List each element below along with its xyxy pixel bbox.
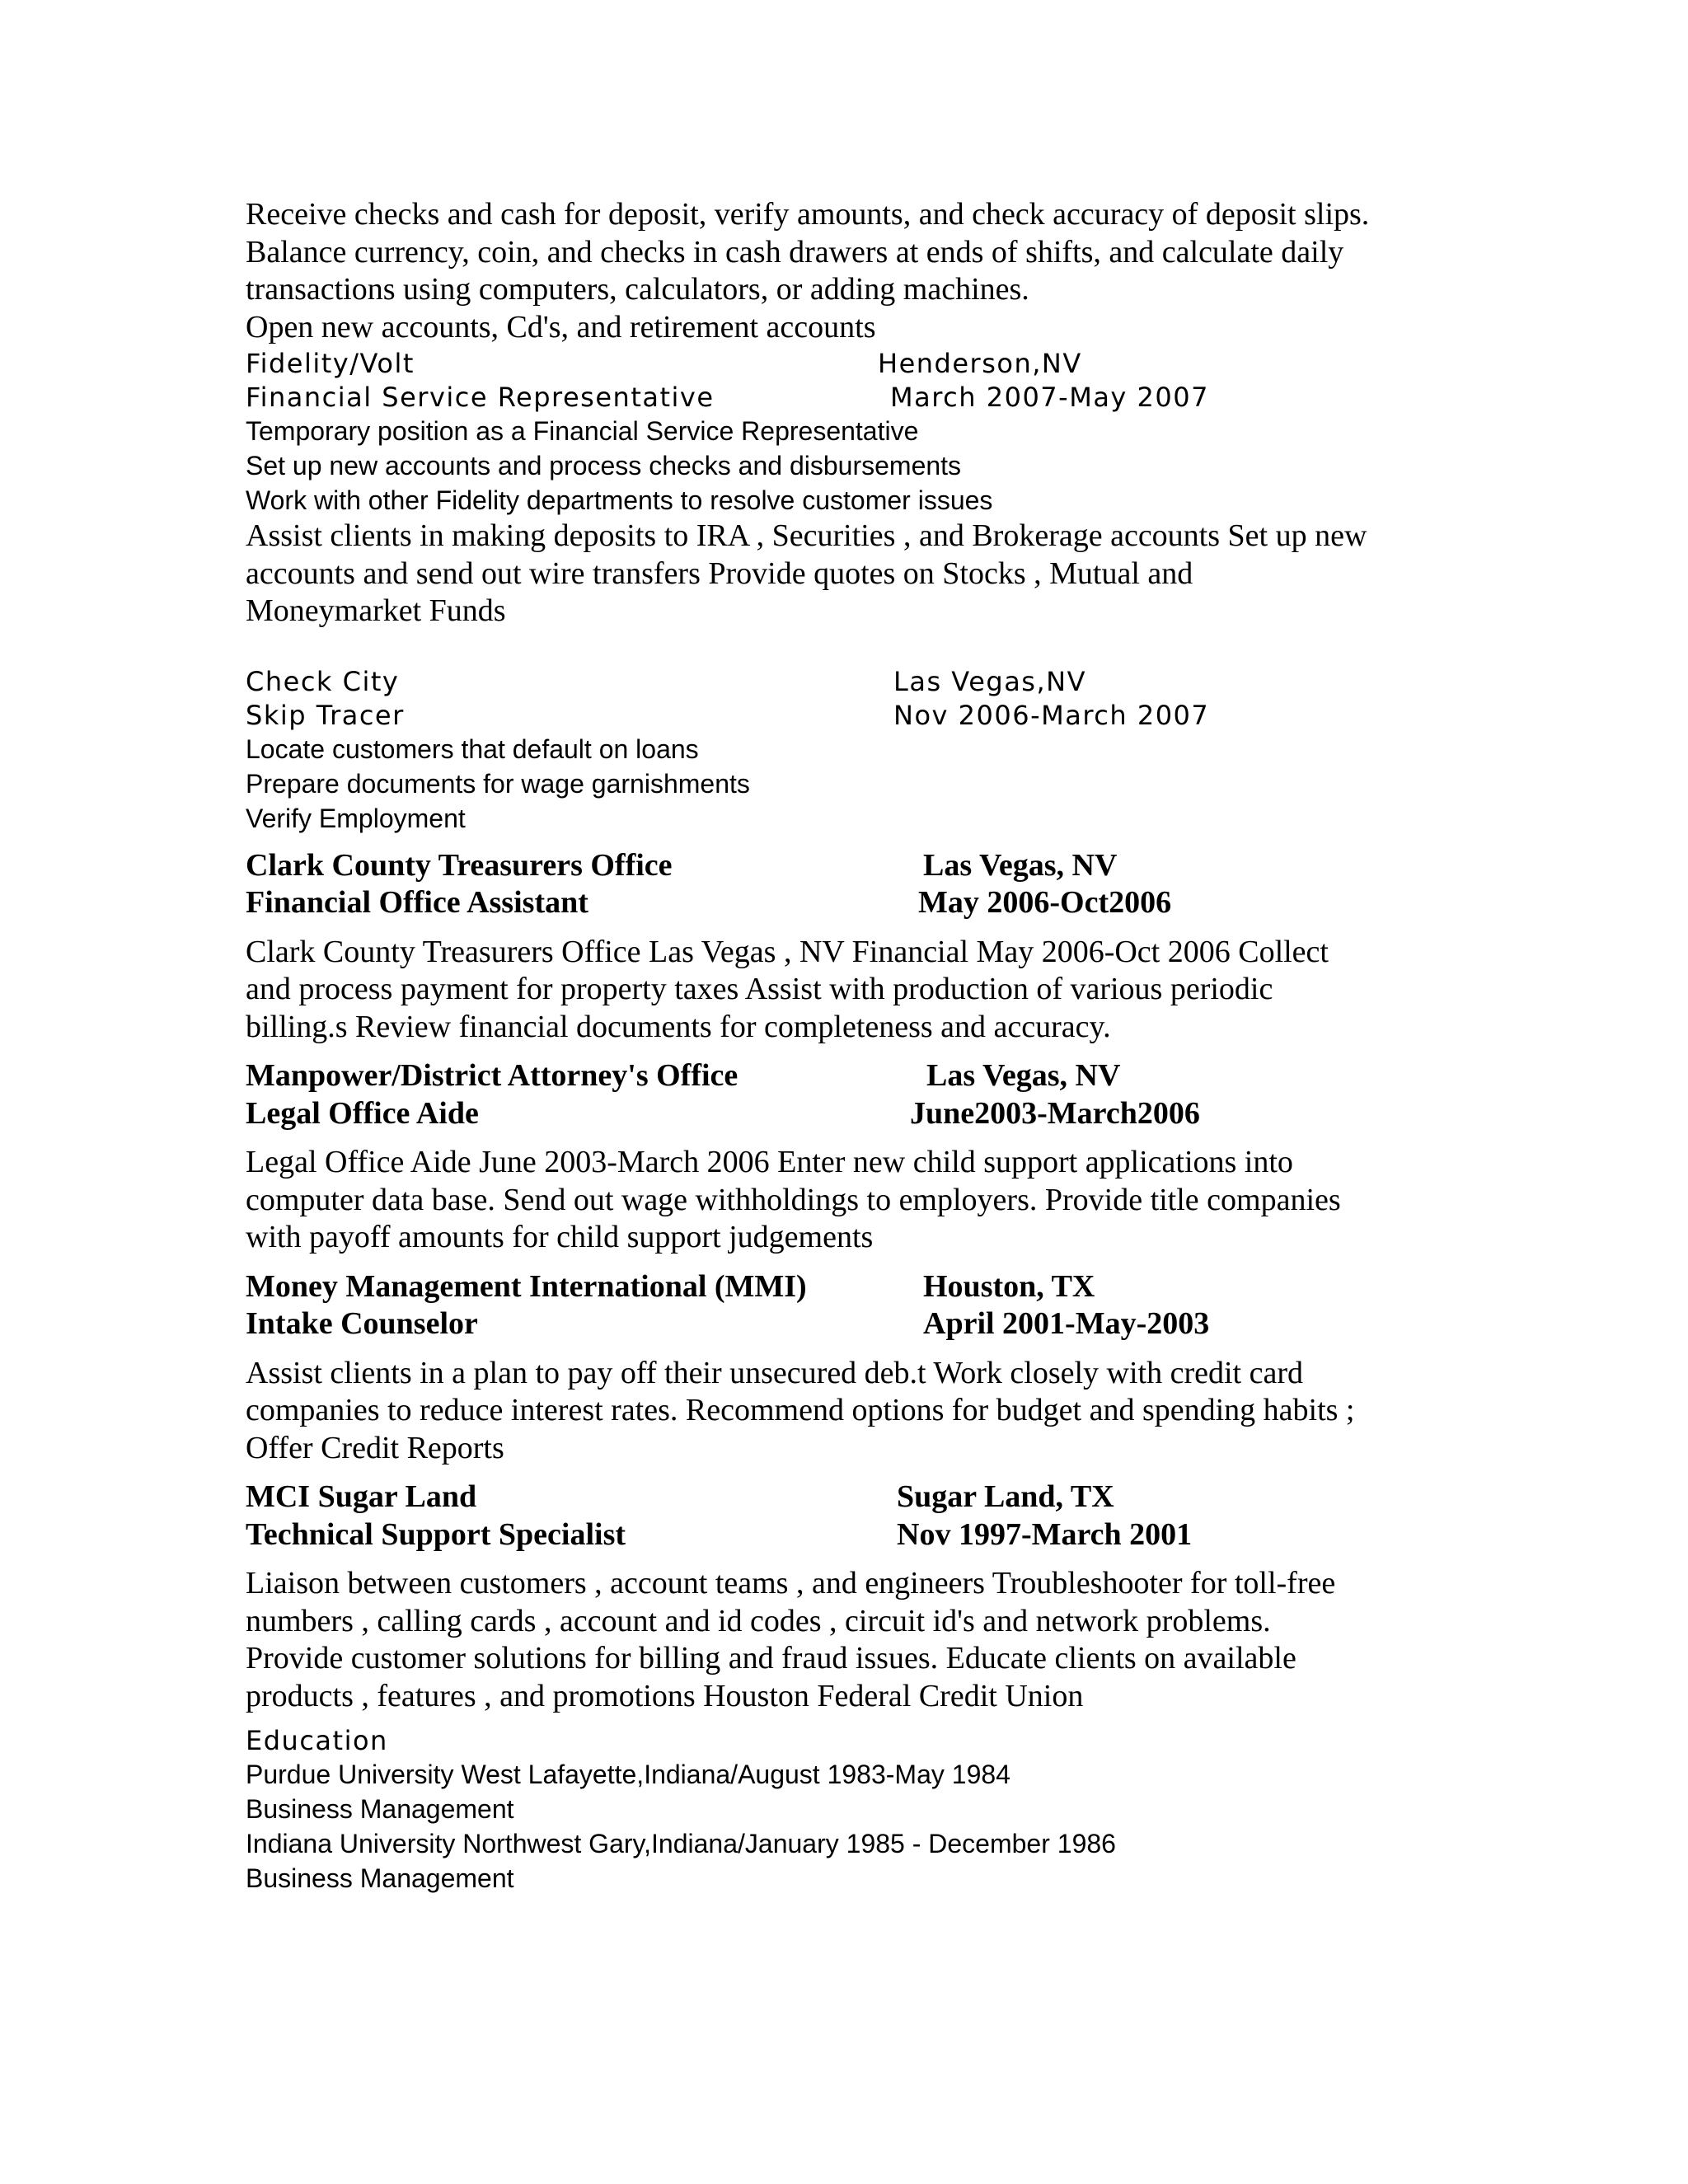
summary-line: and process payment for property taxes Assist with production of various periodic <box>246 972 1273 1006</box>
summary-line: Moneymarket Funds <box>246 593 506 628</box>
job-title: Financial Service Representative <box>246 382 715 413</box>
job-dates: Nov 1997-March 2001 <box>897 1516 1193 1552</box>
job-manpower-summary <box>246 1144 1465 1257</box>
summary-line: companies to reduce interest rates. Recommend options for budget and spending habits ; <box>246 1393 1355 1427</box>
job-location: Las Vegas, NV <box>923 847 1118 883</box>
duty-line: Temporary position as a Financial Service Representative <box>246 416 919 446</box>
intro-line: Open new accounts, Cd's, and retirement accounts <box>246 309 876 344</box>
summary-line: Provide customer solutions for billing and fraud issues. Educate clients on available <box>246 1641 1296 1675</box>
summary-line: numbers , calling cards , account and id codes , circuit id's and network problems. <box>246 1603 1271 1638</box>
job-checkcity-duties <box>246 732 1465 836</box>
intro-line: transactions using computers, calculators, or adding machines. <box>246 272 1029 307</box>
summary-line: Clark County Treasurers Office Las Vegas , NV Financial May 2006-Oct 2006 Collect <box>246 934 1329 969</box>
duty-line: Prepare documents for wage garnishments <box>246 768 750 799</box>
summary-line: Assist clients in making deposits to IRA , Securities , and Brokerage accounts Set up new <box>246 518 1367 553</box>
duty-line: Locate customers that default on loans <box>246 733 699 764</box>
job-clark-header <box>246 847 1465 922</box>
summary-line: Liaison between customers , account teams , and engineers Troubleshooter for toll-free <box>246 1566 1336 1601</box>
education-line: Business Management <box>246 1863 514 1893</box>
job-clark-summary <box>246 934 1465 1047</box>
job-company: MCI Sugar Land <box>246 1479 477 1514</box>
job-company: Manpower/District Attorney's Office <box>246 1058 738 1093</box>
job-dates: March 2007-May 2007 <box>890 382 1209 413</box>
summary-line: accounts and send out wire transfers Provide quotes on Stocks , Mutual and <box>246 555 1193 591</box>
section-heading: Education <box>246 1725 388 1756</box>
job-title: Skip Tracer <box>246 699 405 731</box>
education-line: Indiana University Northwest Gary,Indiana/January 1985 - December 1986 <box>246 1829 1116 1858</box>
job-mmi-summary <box>246 1355 1465 1468</box>
job-company: Fidelity/Volt <box>246 348 415 379</box>
summary-line: Offer Credit Reports <box>246 1430 504 1465</box>
job-location: Las Vegas, NV <box>926 1058 1121 1093</box>
job-company: Check City <box>246 665 400 697</box>
job-fidelity-duties <box>246 414 1465 518</box>
duty-line: Set up new accounts and process checks and disbursements <box>246 451 962 480</box>
job-dates: May 2006-Oct2006 <box>918 885 1172 920</box>
job-location: Las Vegas,NV <box>893 665 1086 697</box>
intro-line: Receive checks and cash for deposit, verify amounts, and check accuracy of deposit slips. <box>246 197 1370 232</box>
job-checkcity-header <box>246 664 1465 732</box>
job-fidelity-header <box>246 346 1465 414</box>
summary-line: Legal Office Aide June 2003-March 2006 Enter new child support applications into <box>246 1145 1293 1179</box>
job-manpower-header <box>246 1057 1465 1132</box>
summary-line: with payoff amounts for child support judgements <box>246 1220 874 1254</box>
summary-line: computer data base. Send out wage withholdings to employers. Provide title companies <box>246 1182 1341 1217</box>
job-mci-summary <box>246 1565 1465 1715</box>
job-company: Clark County Treasurers Office <box>246 847 673 883</box>
job-title: Legal Office Aide <box>246 1095 479 1131</box>
job-mmi-header <box>246 1268 1465 1343</box>
job-dates: June2003-March2006 <box>910 1095 1200 1131</box>
job-dates: April 2001-May-2003 <box>923 1306 1210 1341</box>
intro-line: Balance currency, coin, and checks in cash drawers at ends of shifts, and calculate daily <box>246 234 1344 269</box>
resume-content <box>246 196 1465 1896</box>
duty-line: Work with other Fidelity departments to resolve customer issues <box>246 485 993 515</box>
job-location: Sugar Land, TX <box>897 1479 1114 1514</box>
job-fidelity-summary <box>246 518 1465 630</box>
job-location: Houston, TX <box>923 1268 1095 1304</box>
education-line: Business Management <box>246 1794 514 1824</box>
job-title: Financial Office Assistant <box>246 885 588 920</box>
education-heading <box>246 1723 1465 1757</box>
job-location: Henderson,NV <box>878 348 1082 379</box>
intro-text <box>246 196 1465 346</box>
job-company: Money Management International (MMI) <box>246 1268 807 1304</box>
job-dates: Nov 2006-March 2007 <box>893 699 1210 731</box>
education-line: Purdue University West Lafayette,Indiana/August 1983-May 1984 <box>246 1760 1010 1789</box>
summary-line: billing.s Review financial documents for completeness and accuracy. <box>246 1009 1111 1044</box>
summary-line: Assist clients in a plan to pay off their unsecured deb.t Work closely with credit card <box>246 1355 1303 1390</box>
job-title: Intake Counselor <box>246 1306 478 1341</box>
job-mci-header <box>246 1479 1465 1554</box>
education-list <box>246 1757 1465 1896</box>
duty-line: Verify Employment <box>246 803 466 833</box>
summary-line: products , features , and promotions Houston Federal Credit Union <box>246 1678 1084 1713</box>
job-title: Technical Support Specialist <box>246 1516 626 1552</box>
